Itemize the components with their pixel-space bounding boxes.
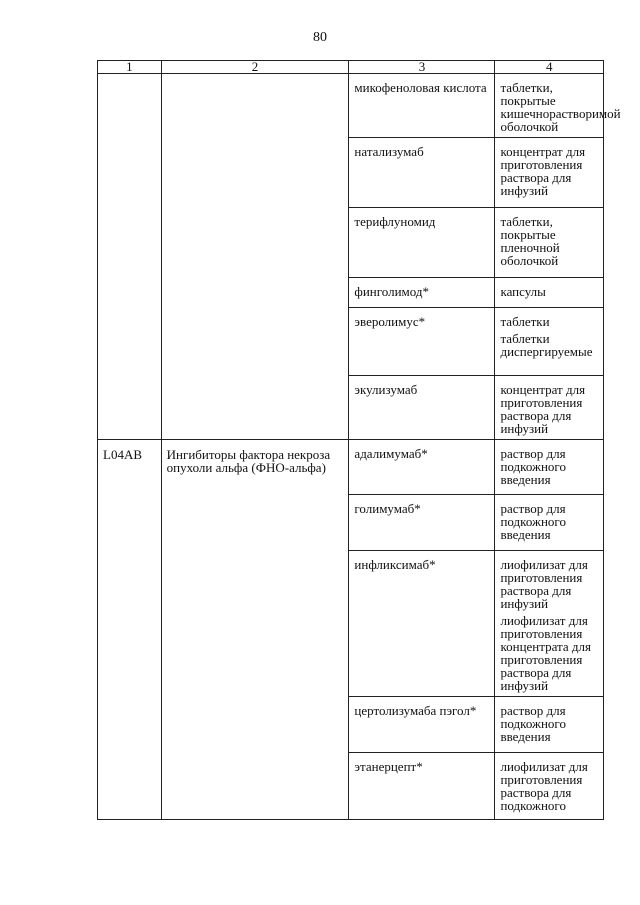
dosage-form-cell — [495, 697, 604, 753]
column-header-3: 3 — [349, 61, 495, 74]
dosage-form-text: таблетки диспергируемые — [500, 331, 593, 359]
group-name-cell — [161, 74, 349, 440]
dosage-form-text: концентрат для приготовления раствора для инфузий — [500, 144, 586, 198]
dosage-form-cell — [495, 551, 604, 697]
atc-code-cell — [98, 74, 162, 440]
dosage-form-text: раствор для подкожного введения — [500, 703, 566, 744]
group-name-cell: Ингибиторы фактора некроза опухоли альфа (ФНО-альфа) — [161, 440, 349, 820]
dosage-form-text: лиофилизат для приготовления концентрата для приготовления раствора для инфузий — [500, 613, 591, 693]
atc-code-cell: L04AB — [98, 440, 162, 820]
column-header-2: 2 — [161, 61, 349, 74]
drug-name-cell: этанерцепт* — [349, 753, 495, 820]
dosage-form-cell — [495, 308, 604, 376]
drug-name-cell: микофеноловая кислота — [349, 74, 495, 138]
drug-name-cell: терифлуномид — [349, 208, 495, 278]
column-number-row — [98, 61, 604, 74]
dosage-form-cell — [495, 74, 621, 138]
table-row — [98, 74, 604, 138]
column-header-4: 4 — [495, 61, 604, 74]
drug-name-cell: натализумаб — [349, 138, 495, 208]
table-row — [98, 440, 604, 495]
drug-name-cell: эверолимус* — [349, 308, 495, 376]
dosage-form-text: таблетки, покрытые кишечнорастворимой оболочкой — [500, 80, 621, 134]
page-number: 80 — [313, 30, 327, 45]
dosage-form-cell — [495, 278, 604, 308]
dosage-form-cell — [495, 208, 604, 278]
drug-table — [97, 59, 621, 820]
drug-name-cell: адалимумаб* — [349, 440, 495, 495]
dosage-form-text: капсулы — [500, 284, 546, 299]
column-header-1: 1 — [98, 61, 162, 74]
drug-name-cell: голимумаб* — [349, 495, 495, 551]
dosage-form-cell — [495, 495, 604, 551]
dosage-form-text: раствор для подкожного введения — [500, 501, 566, 542]
drug-name-cell: финголимод* — [349, 278, 495, 308]
dosage-form-cell — [495, 138, 604, 208]
dosage-form-text: таблетки — [500, 314, 550, 329]
dosage-form-cell — [495, 376, 604, 440]
dosage-form-text: концентрат для приготовления раствора для инфузий — [500, 382, 586, 436]
dosage-form-cell — [495, 440, 604, 495]
drug-name-cell: цертолизумаба пэгол* — [349, 697, 495, 753]
dosage-form-text: раствор для подкожного введения — [500, 446, 566, 487]
drug-name-cell: инфликсимаб* — [349, 551, 495, 697]
dosage-form-text: таблетки, покрытые пленочной оболочкой — [500, 214, 560, 268]
drug-name-cell: экулизумаб — [349, 376, 495, 440]
dosage-form-cell — [495, 753, 604, 820]
dosage-form-text: лиофилизат для приготовления раствора для подкожного — [500, 759, 588, 813]
dosage-form-text: лиофилизат для приготовления раствора для инфузий — [500, 557, 588, 611]
